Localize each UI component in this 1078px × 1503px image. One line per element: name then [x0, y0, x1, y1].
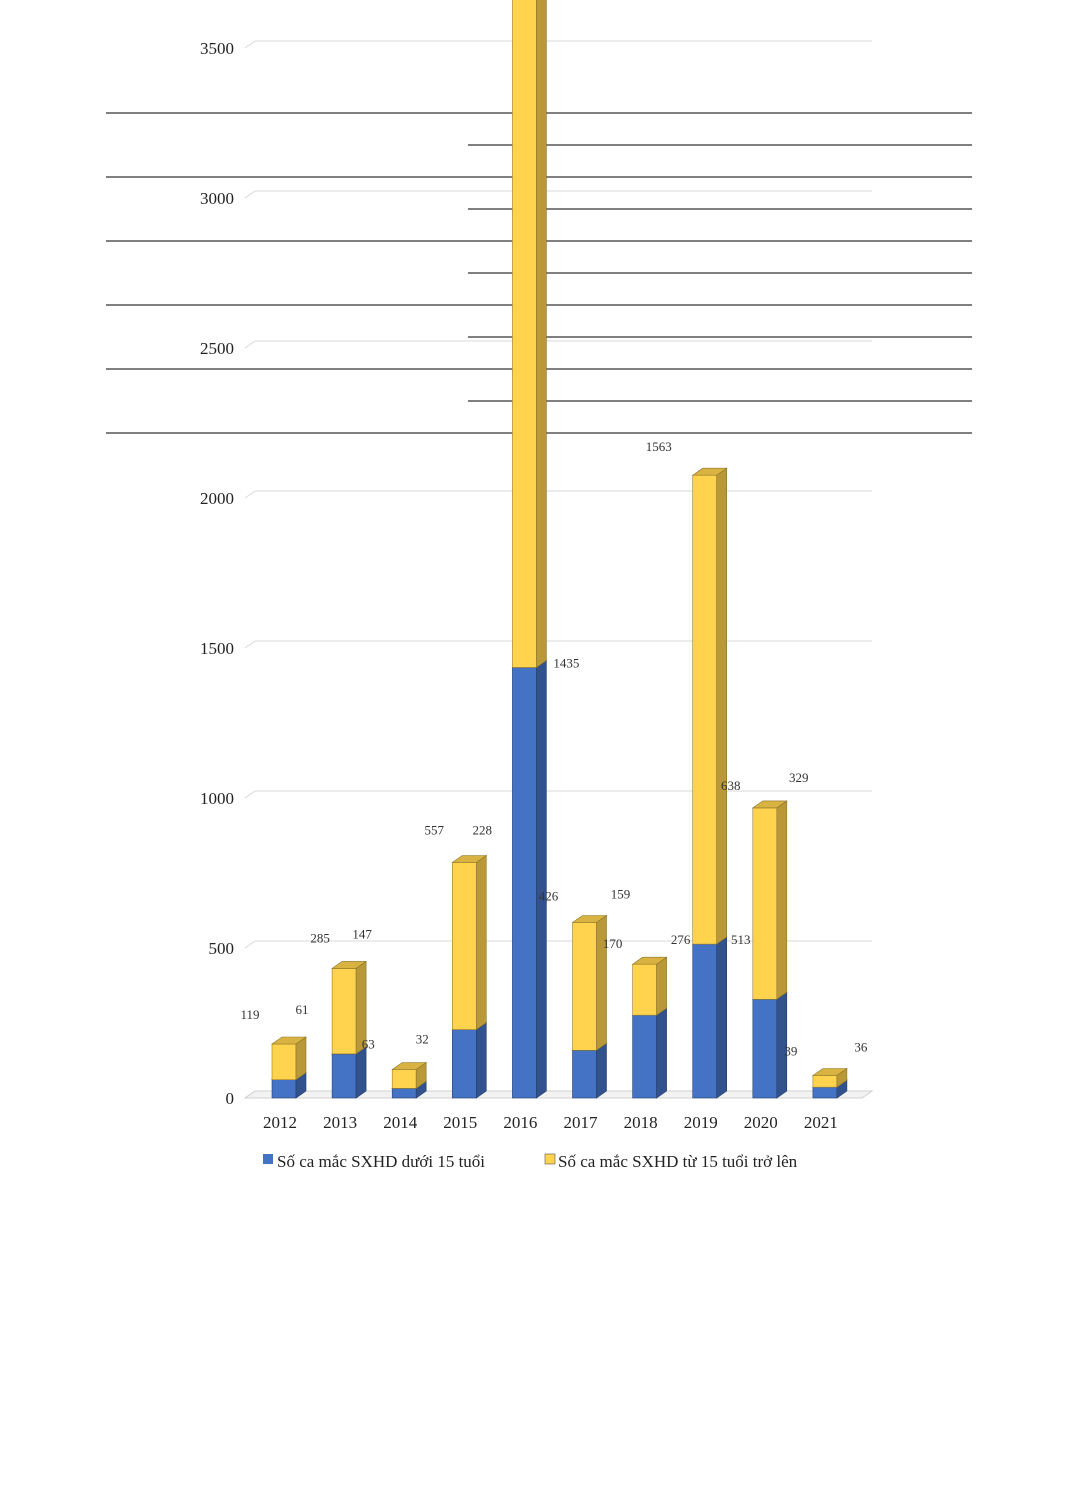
y-tick-label: 3500 [200, 39, 234, 58]
legend-swatch-15-and-over [545, 1154, 555, 1164]
bar-15-and-over-2016 [512, 0, 546, 668]
bar-15-and-over-2020 [753, 801, 787, 999]
data-label-15-and-over: 119 [240, 1007, 260, 1022]
data-label-under-15: 159 [610, 886, 631, 902]
bar-under-15-2020 [753, 992, 787, 1098]
bar-under-15-2019 [693, 937, 727, 1098]
data-label-15-and-over: 426 [538, 888, 559, 904]
x-tick-label: 2021 [803, 1113, 838, 1132]
y-tick-label: 2500 [200, 339, 234, 358]
bar-15-and-over-2019 [693, 468, 727, 944]
bar-under-15-2018 [633, 1008, 667, 1098]
gridline-side [245, 41, 255, 48]
data-label-15-and-over: 285 [310, 930, 330, 946]
y-tick-label: 1500 [200, 639, 234, 658]
bar-15-and-over-2017 [573, 916, 607, 1051]
gridline-side [245, 641, 255, 648]
x-tick-label: 2013 [323, 1113, 358, 1132]
gridline-side [245, 791, 255, 798]
bar-under-15-2015 [452, 1023, 486, 1098]
data-label-15-and-over: 1563 [645, 439, 672, 455]
data-label-15-and-over: 39 [784, 1043, 798, 1059]
y-tick-label: 3000 [200, 189, 234, 208]
gridline-side [245, 341, 255, 348]
y-tick-label: 2000 [200, 489, 234, 508]
legend-label-15-and-over: Số ca mắc SXHD từ 15 tuổi trở lên [558, 1152, 798, 1171]
x-tick-label: 2014 [383, 1113, 418, 1132]
bar-15-and-over-2015 [452, 856, 486, 1030]
data-label-under-15: 147 [352, 926, 372, 942]
legend-swatch-under-15 [263, 1154, 273, 1164]
data-label-under-15: 61 [295, 1002, 309, 1017]
data-label-15-and-over: 63 [361, 1036, 375, 1052]
data-label-under-15: 1435 [553, 655, 580, 671]
x-tick-label: 2020 [743, 1113, 778, 1132]
x-tick-label: 2018 [623, 1113, 658, 1132]
gridline-side [245, 191, 255, 198]
data-label-under-15: 513 [730, 932, 751, 948]
x-tick-label: 2012 [263, 1113, 297, 1132]
data-label-under-15: 276 [670, 932, 691, 948]
x-tick-label: 2019 [683, 1113, 718, 1132]
data-label-15-and-over: 170 [602, 936, 623, 952]
bar-under-15-2017 [573, 1043, 607, 1098]
data-label-under-15: 32 [415, 1031, 429, 1047]
x-tick-label: 2015 [443, 1113, 478, 1132]
y-tick-label: 500 [208, 939, 234, 958]
legend-label-under-15: Số ca mắc SXHD dưới 15 tuổi [277, 1152, 486, 1171]
bar-under-15-2013 [332, 1047, 366, 1098]
bar-15-and-over-2012 [272, 1037, 306, 1080]
y-tick-label: 0 [225, 1089, 234, 1108]
bar-15-and-over-2014 [392, 1063, 426, 1089]
bar-under-15-2016 [512, 661, 546, 1099]
data-label-under-15: 329 [789, 769, 809, 785]
data-label-under-15: 228 [472, 822, 493, 838]
x-tick-label: 2016 [503, 1113, 538, 1132]
y-tick-label: 1000 [200, 789, 234, 808]
gridline-side [245, 491, 255, 498]
chart-legend [263, 1152, 798, 1171]
bar-15-and-over-2018 [633, 957, 667, 1015]
gridline-side [245, 941, 255, 948]
data-label-15-and-over: 638 [721, 777, 741, 793]
y-axis [200, 0, 234, 1108]
x-axis [263, 1113, 838, 1132]
data-label-under-15: 36 [854, 1039, 868, 1055]
x-tick-label: 2017 [563, 1113, 598, 1132]
data-label-15-and-over: 557 [424, 822, 445, 838]
